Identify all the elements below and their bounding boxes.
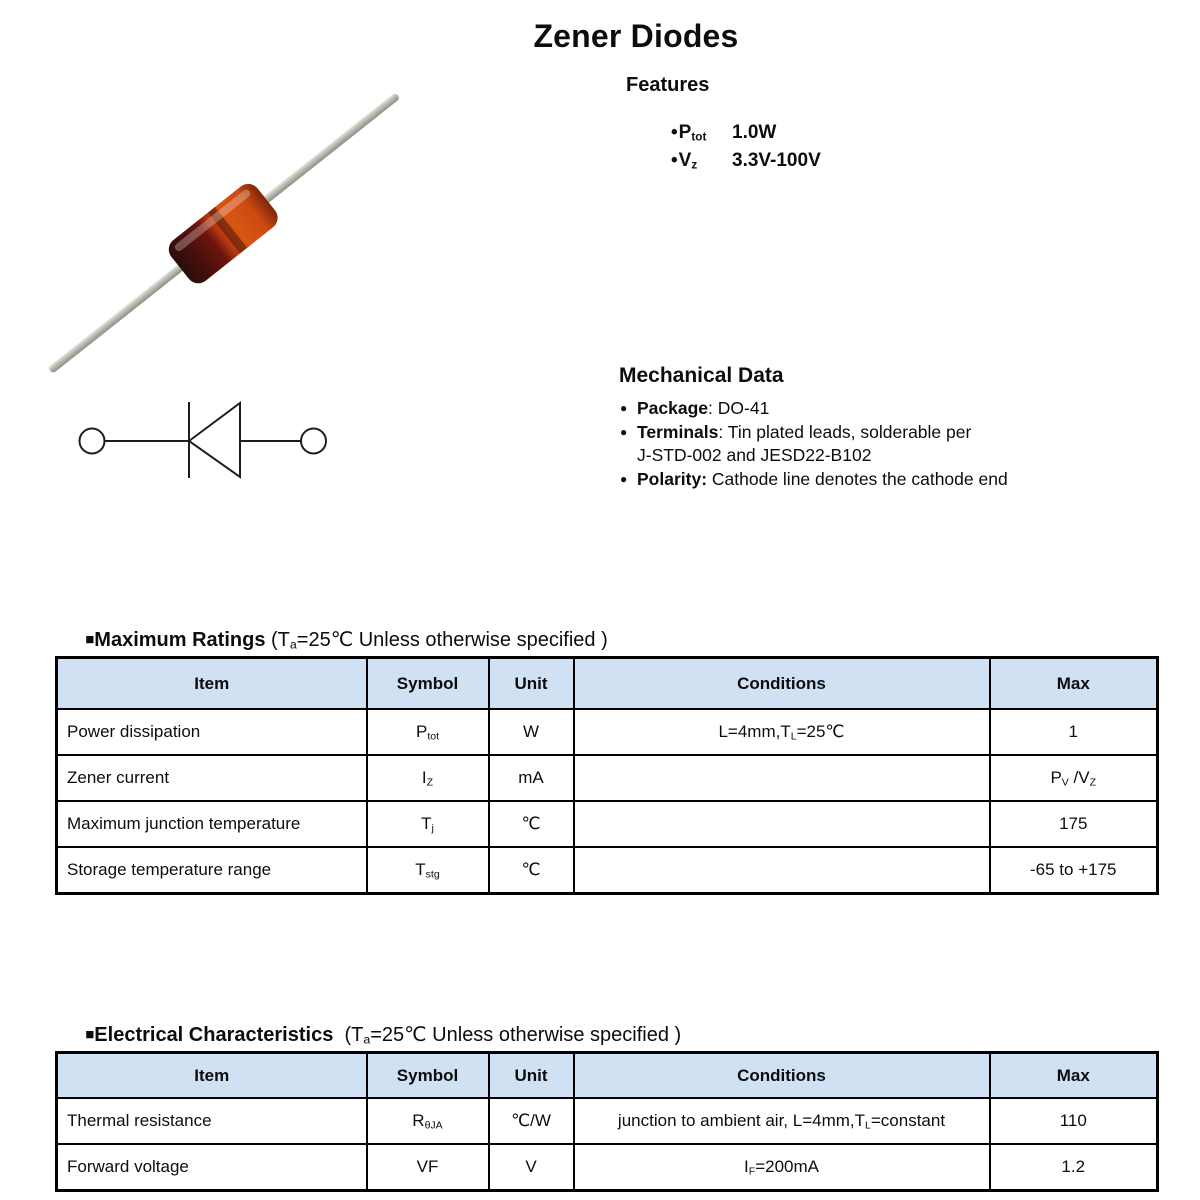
table-cell: Power dissipation: [57, 709, 367, 755]
feature-item: [671, 147, 821, 175]
table-header-row: [57, 1053, 1158, 1099]
section-heading-maximum-ratings: ■Maximum Ratings ($T_a=25℃$ Unless otherwise specified ): [85, 629, 608, 652]
table-cell: ℃/W: [489, 1098, 574, 1144]
table-cell: ℃: [489, 801, 574, 847]
feature-symbol: $V_z$: [678, 150, 698, 172]
table-cell: $T_j$: [367, 801, 489, 847]
feature-symbol: $P_{tot}$: [678, 122, 707, 144]
item-label: Polarity:: [637, 468, 708, 489]
table-cell: V: [489, 1144, 574, 1191]
left-terminal-icon: [80, 429, 105, 454]
feature-value: 3.3V-100V: [732, 150, 821, 171]
table-row: [57, 1098, 1158, 1144]
table-cell: [574, 755, 990, 801]
table-cell: [574, 847, 990, 894]
table-cell: ℃: [489, 847, 574, 894]
item-label: Package: [637, 398, 709, 418]
list-item: [620, 397, 1100, 421]
table-cell: $T_{stg}$: [367, 847, 489, 894]
table-cell: 110: [990, 1098, 1158, 1144]
section-heading-electrical-characteristics: ■Electrical Characteristics ($T_a=25℃$ Unless otherwise specified ): [85, 1024, 682, 1047]
table-cell: $I_Z$: [367, 755, 489, 801]
table-cell: Zener current: [57, 755, 367, 801]
table-cell: [574, 801, 990, 847]
column-header: Symbol: [367, 1053, 489, 1099]
item-text: Cathode line denotes the cathode end: [707, 468, 1008, 489]
table-cell: junction to ambient air, $L=4mm,T_L=constant$: [574, 1098, 990, 1144]
square-bullet-icon: ■: [85, 1026, 95, 1043]
column-header: Item: [57, 1053, 367, 1099]
square-bullet-icon: ■: [85, 631, 95, 648]
table-cell: W: [489, 709, 574, 755]
table-row: [57, 755, 1158, 801]
bullet-icon: ●: [620, 401, 628, 415]
table-cell: 175: [990, 801, 1158, 847]
column-header: Item: [57, 658, 367, 710]
table-cell: 1: [990, 709, 1158, 755]
table-cell: $R_{\theta JA}$: [367, 1098, 489, 1144]
table-row: [57, 801, 1158, 847]
list-item: [620, 468, 1100, 492]
item-text: : DO-41: [708, 398, 770, 418]
features-list: [671, 119, 821, 175]
table-cell: -65 to +175: [990, 847, 1158, 894]
table-cell: $L=4mm,T_L=25℃$: [574, 709, 990, 755]
table-cell: $I_F=200mA$: [574, 1144, 990, 1191]
table-cell: VF: [367, 1144, 489, 1191]
table-header-row: [57, 658, 1158, 710]
bullet-icon: •: [671, 150, 678, 171]
diode-photo-image: [28, 82, 448, 392]
column-header: Conditions: [574, 1053, 990, 1099]
column-header: Unit: [489, 1053, 574, 1099]
column-header: Conditions: [574, 658, 990, 710]
electrical-characteristics-table: [55, 1051, 1159, 1192]
mechanical-data-list: [620, 397, 1100, 491]
column-header: Unit: [489, 658, 574, 710]
table-cell: mA: [489, 755, 574, 801]
features-heading: Features: [626, 74, 710, 96]
table-row: [57, 847, 1158, 894]
diode-triangle: [189, 403, 240, 477]
bullet-icon: •: [671, 122, 678, 143]
feature-value: 1.0W: [732, 122, 777, 143]
table-cell: $P_{tot}$: [367, 709, 489, 755]
feature-item: [671, 119, 821, 147]
table-cell: Thermal resistance: [57, 1098, 367, 1144]
table-row: [57, 709, 1158, 755]
right-terminal-icon: [301, 429, 326, 454]
table-cell: Forward voltage: [57, 1144, 367, 1191]
bullet-icon: ●: [620, 471, 628, 486]
item-label: Terminals: [637, 421, 719, 442]
table-cell: 1.2: [990, 1144, 1158, 1191]
page-title: Zener Diodes: [533, 18, 739, 54]
table-cell: Maximum junction temperature: [57, 801, 367, 847]
table-cell: $P_V$ $/V_Z$: [990, 755, 1158, 801]
bullet-icon: ●: [620, 424, 628, 439]
item-text-wrap: J-STD-002 and JESD22-B102: [637, 445, 872, 465]
list-item: [620, 421, 1100, 468]
diode-body: [164, 179, 283, 288]
item-text: : Tin plated leads, solderable per: [718, 421, 972, 442]
column-header: Max: [990, 658, 1158, 710]
maximum-ratings-table: [55, 656, 1159, 895]
column-header: Max: [990, 1053, 1158, 1099]
diode-schematic-symbol: [60, 385, 340, 497]
table-row: [57, 1144, 1158, 1191]
column-header: Symbol: [367, 658, 489, 710]
table-cell: Storage temperature range: [57, 847, 367, 894]
mechanical-data-heading: Mechanical Data: [619, 364, 784, 387]
